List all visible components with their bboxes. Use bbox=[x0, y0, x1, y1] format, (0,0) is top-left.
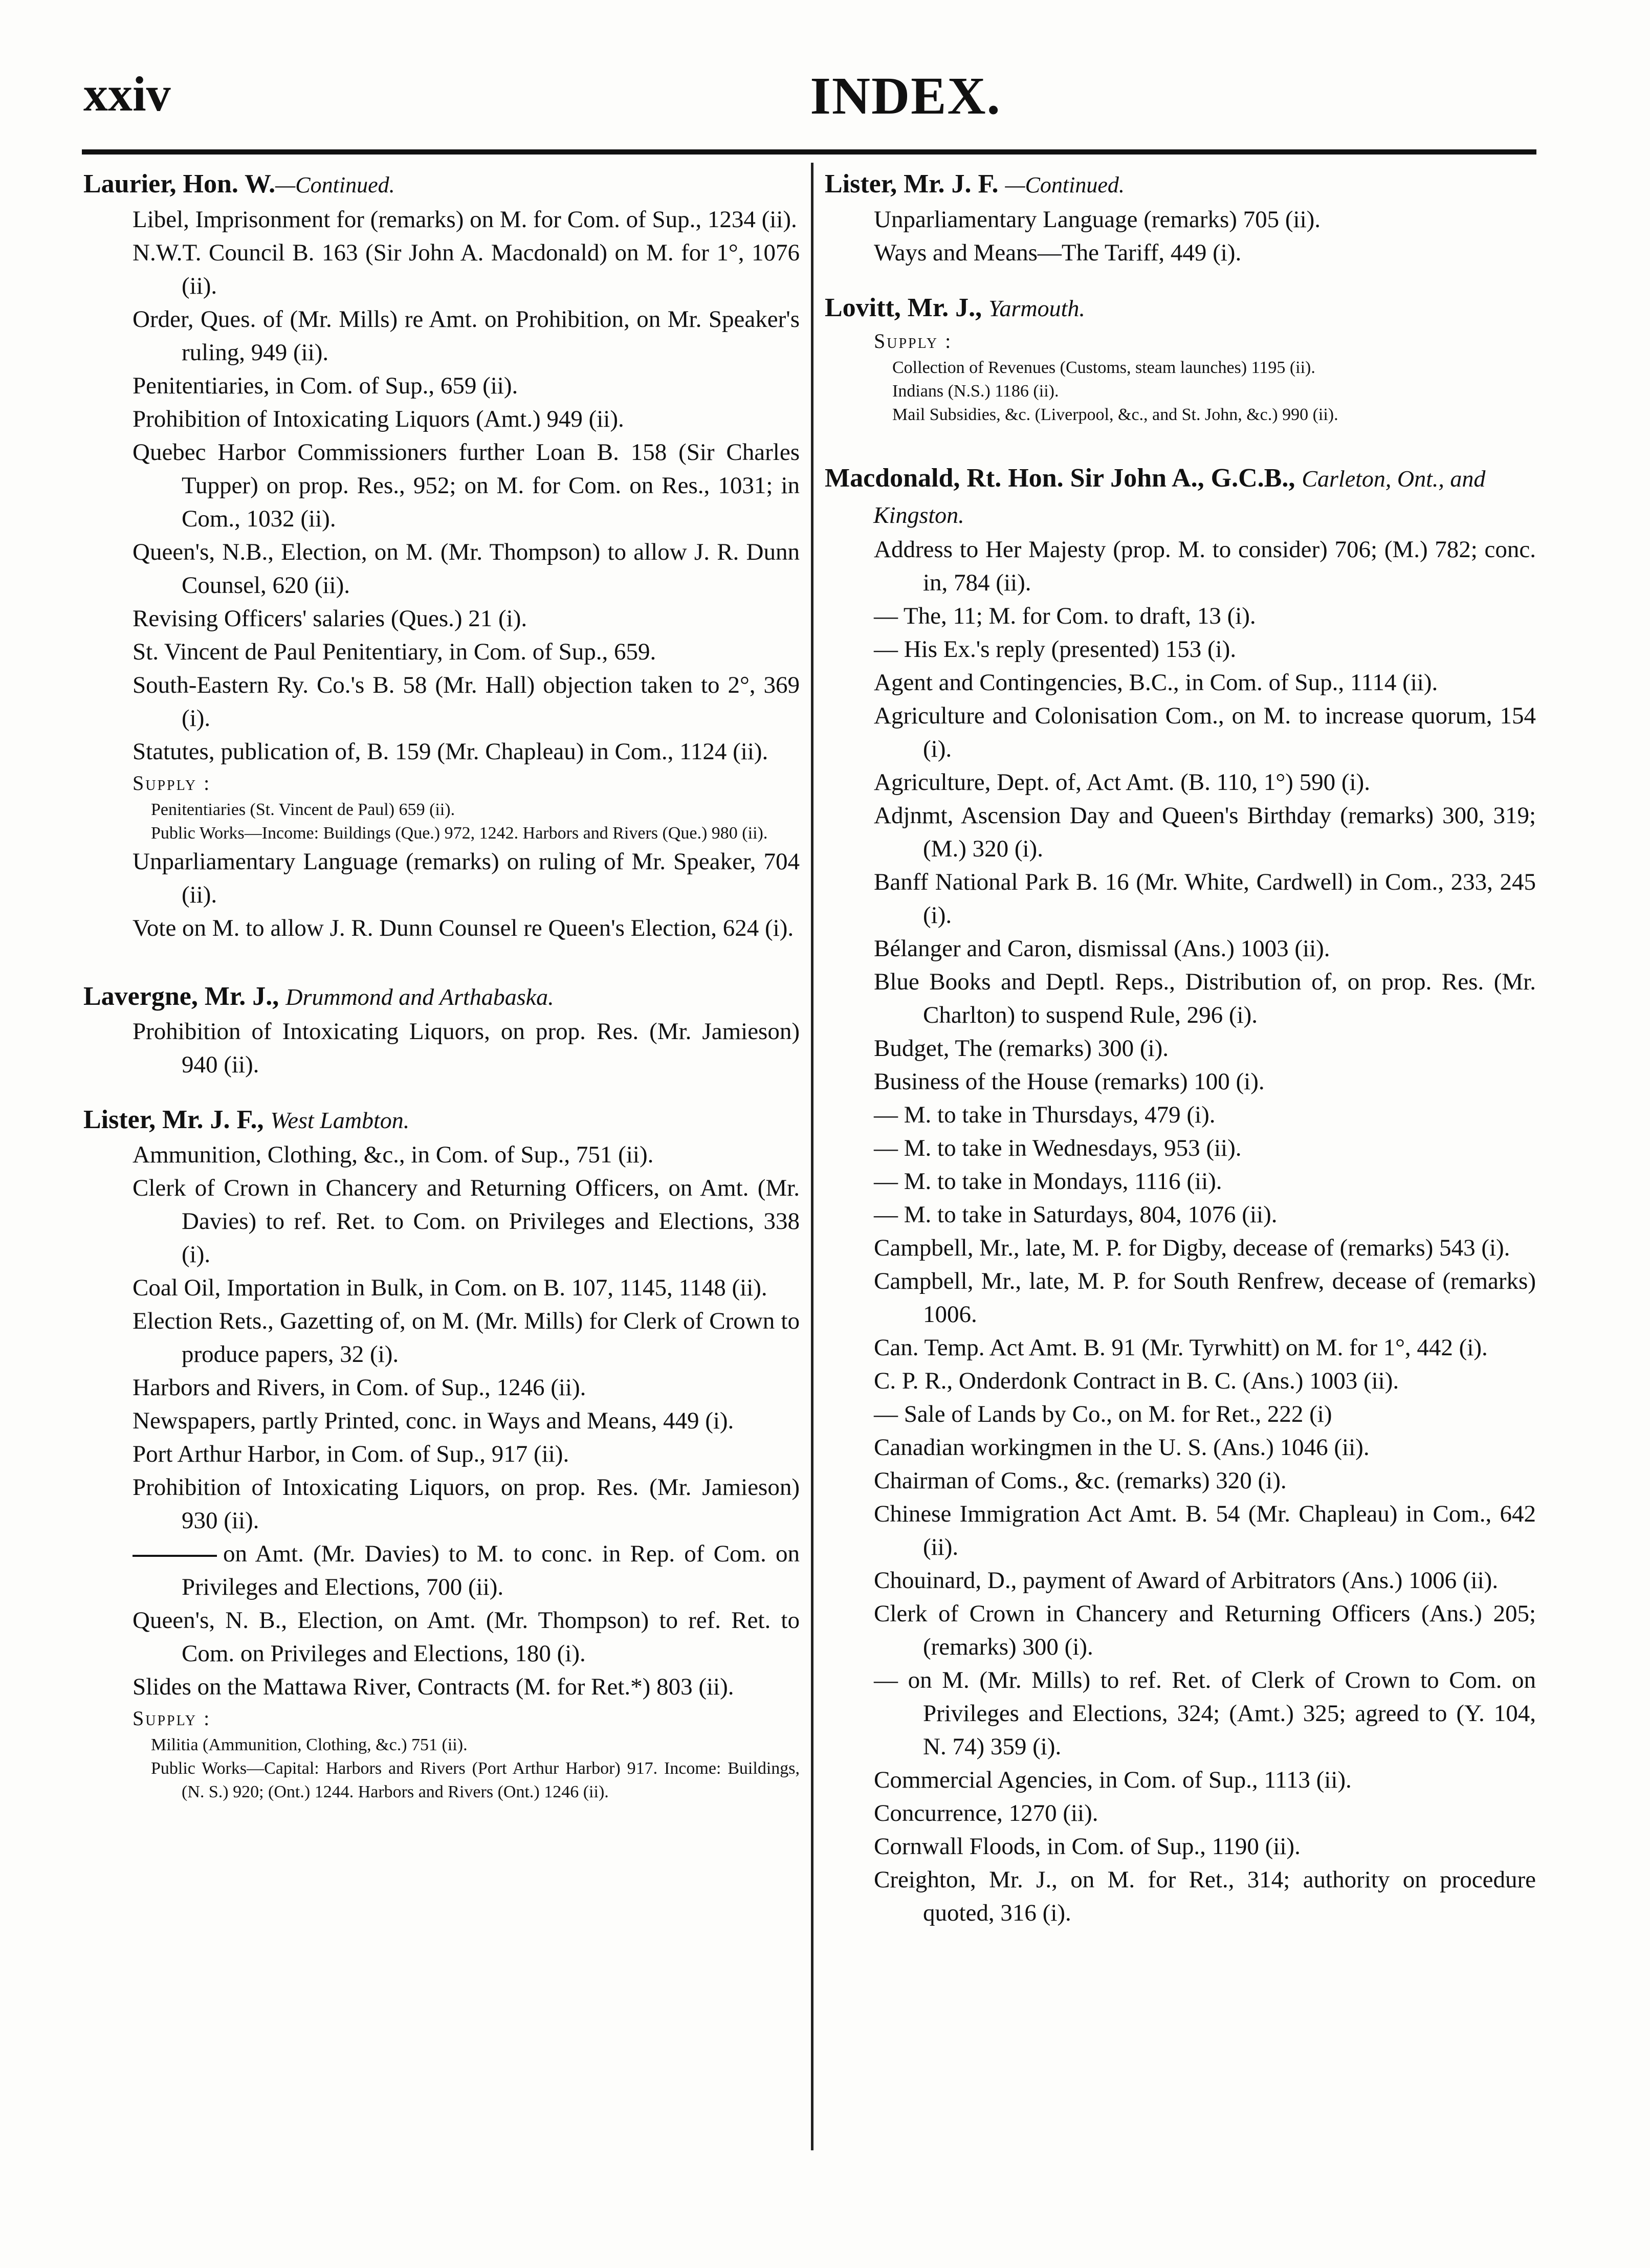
left-column bbox=[83, 166, 800, 1838]
entry-heading bbox=[825, 166, 1536, 203]
entry-item: — The, 11; M. for Com. to draft, 13 (i). bbox=[874, 603, 1256, 629]
entry-subitem-text: on Amt. (Mr. Davies) to M. to conc. in Rep. of Com. on Privileges and Elections, 700 (ii). bbox=[182, 1540, 800, 1600]
page-number: xxiv bbox=[83, 67, 171, 121]
entry-item: Bélanger and Caron, dismissal (Ans.) 1003 (ii). bbox=[874, 935, 1330, 962]
entry-item: Order, Ques. of (Mr. Mills) re Amt. on Prohibition, on Mr. Speaker's ruling, 949 (ii). bbox=[133, 306, 800, 366]
entry-item: St. Vincent de Paul Penitentiary, in Com. of Sup., 659. bbox=[133, 638, 656, 665]
entry-item: Prohibition of Intoxicating Liquors, on prop. Res. (Mr. Jamieson) 940 (ii). bbox=[133, 1018, 800, 1078]
supply-label: Supply : bbox=[133, 772, 211, 795]
supply-label: Supply : bbox=[133, 1707, 211, 1730]
entry-item: — His Ex.'s reply (presented) 153 (i). bbox=[874, 636, 1237, 663]
entry-name: Lister, Mr. J. F. bbox=[825, 169, 999, 199]
entry-constituency: West Lambton. bbox=[270, 1107, 410, 1133]
entry-item: Business of the House (remarks) 100 (i). bbox=[874, 1068, 1265, 1095]
entry-item: Campbell, Mr., late, M. P. for South Renfrew, decease of (remarks) 1006. bbox=[874, 1268, 1536, 1328]
entry-heading bbox=[83, 979, 800, 1015]
header-rule bbox=[82, 149, 1536, 155]
entry-heading bbox=[83, 166, 800, 203]
supply-item: Collection of Revenues (Customs, steam launches) 1195 (ii). bbox=[892, 358, 1315, 377]
entry-item: Revising Officers' salaries (Ques.) 21 (i). bbox=[133, 605, 527, 632]
entry-item: Unparliamentary Language (remarks) 705 (ii). bbox=[874, 206, 1321, 233]
entry-heading bbox=[83, 1102, 800, 1138]
entry-item: South-Eastern Ry. Co.'s B. 58 (Mr. Hall) objection taken to 2°, 369 (i). bbox=[133, 672, 800, 732]
entry-item: Banff National Park B. 16 (Mr. White, Cardwell) in Com., 233, 245 (i). bbox=[874, 869, 1536, 929]
supply-item: Mail Subsidies, &c. (Liverpool, &c., and St. John, &c.) 990 (ii). bbox=[892, 405, 1338, 424]
column-divider bbox=[811, 163, 813, 2150]
index-entry-laurier bbox=[83, 166, 800, 945]
entry-heading bbox=[825, 290, 1536, 326]
index-entry-macdonald bbox=[825, 460, 1536, 1930]
supply-item: Indians (N.S.) 1186 (ii). bbox=[892, 382, 1059, 401]
entry-item: N.W.T. Council B. 163 (Sir John A. Macdonald) on M. for 1°, 1076 (ii). bbox=[133, 239, 800, 299]
entry-item: Chairman of Coms., &c. (remarks) 320 (i). bbox=[874, 1467, 1287, 1494]
entry-name: Lavergne, Mr. J., bbox=[83, 982, 279, 1011]
entry-continued: —Continued. bbox=[275, 172, 395, 197]
entry-continued: —Continued. bbox=[1005, 172, 1125, 197]
entry-item: Coal Oil, Importation in Bulk, in Com. on B. 107, 1145, 1148 (ii). bbox=[133, 1274, 767, 1301]
entry-item: Newspapers, partly Printed, conc. in Ways and Means, 449 (i). bbox=[133, 1407, 734, 1434]
entry-subitem bbox=[83, 1537, 800, 1604]
supply-label: Supply : bbox=[874, 329, 953, 353]
entry-item: Penitentiaries, in Com. of Sup., 659 (ii). bbox=[133, 372, 518, 399]
supply-item: Public Works—Capital: Harbors and Rivers (Port Arthur Harbor) 917. Income: Buildings, (N. S.) 920; (Ont.) 1244. Harbors and Rivers (Ont.) 1246 (ii). bbox=[151, 1759, 800, 1801]
supply-item: Public Works—Income: Buildings (Que.) 972, 1242. Harbors and Rivers (Que.) 980 (ii). bbox=[151, 824, 768, 843]
entry-item: Agriculture, Dept. of, Act Amt. (B. 110, 1°) 590 (i). bbox=[874, 769, 1370, 796]
supply-item: Penitentiaries (St. Vincent de Paul) 659 (ii). bbox=[151, 800, 455, 819]
entry-item: — M. to take in Saturdays, 804, 1076 (ii). bbox=[874, 1201, 1278, 1228]
entry-item: C. P. R., Onderdonk Contract in B. C. (Ans.) 1003 (ii). bbox=[874, 1368, 1399, 1394]
entry-item: Can. Temp. Act Amt. B. 91 (Mr. Tyrwhitt) on M. for 1°, 442 (i). bbox=[874, 1334, 1488, 1361]
entry-name: Lister, Mr. J. F., bbox=[83, 1105, 264, 1134]
ditto-dash bbox=[133, 1555, 217, 1557]
entry-item: Concurrence, 1270 (ii). bbox=[874, 1800, 1098, 1826]
index-entry-lovitt bbox=[825, 290, 1536, 427]
entry-item: Ways and Means—The Tariff, 449 (i). bbox=[874, 239, 1242, 266]
entry-item: Address to Her Majesty (prop. M. to consider) 706; (M.) 782; conc. in, 784 (ii). bbox=[874, 536, 1536, 596]
index-entry-lavergne bbox=[83, 979, 800, 1082]
entry-heading bbox=[825, 460, 1536, 533]
entry-item: Commercial Agencies, in Com. of Sup., 1113 (ii). bbox=[874, 1767, 1352, 1793]
entry-item: Libel, Imprisonment for (remarks) on M. for Com. of Sup., 1234 (ii). bbox=[133, 206, 797, 233]
entry-item: Agriculture and Colonisation Com., on M. to increase quorum, 154 (i). bbox=[874, 702, 1536, 762]
entry-item: Harbors and Rivers, in Com. of Sup., 1246 (ii). bbox=[133, 1374, 586, 1401]
entry-item: Chouinard, D., payment of Award of Arbitrators (Ans.) 1006 (ii). bbox=[874, 1567, 1499, 1594]
entry-item: Canadian workingmen in the U. S. (Ans.) 1046 (ii). bbox=[874, 1434, 1370, 1461]
entry-item: — M. to take in Mondays, 1116 (ii). bbox=[874, 1168, 1222, 1195]
entry-item: — Sale of Lands by Co., on M. for Ret., 222 (i) bbox=[874, 1401, 1332, 1427]
supply-item: Militia (Ammunition, Clothing, &c.) 751 (ii). bbox=[151, 1735, 468, 1754]
entry-item: Unparliamentary Language (remarks) on ruling of Mr. Speaker, 704 (ii). bbox=[133, 848, 800, 908]
entry-item: Blue Books and Deptl. Reps., Distribution of, on prop. Res. (Mr. Charlton) to suspend Rule, 296 (i). bbox=[874, 968, 1536, 1028]
entry-name: Macdonald, Rt. Hon. Sir John A., G.C.B., bbox=[825, 464, 1295, 493]
page-title: INDEX. bbox=[810, 67, 1001, 125]
entry-item: — on M. (Mr. Mills) to ref. Ret. of Clerk of Crown to Com. on Privileges and Elections, 324; (Amt.) 325; agreed to (Y. 104, N. 74) 359 (i). bbox=[874, 1667, 1536, 1760]
entry-name: Lovitt, Mr. J., bbox=[825, 293, 982, 322]
entry-item: Prohibition of Intoxicating Liquors (Amt.) 949 (ii). bbox=[133, 406, 624, 432]
entry-item: Vote on M. to allow J. R. Dunn Counsel re Queen's Election, 624 (i). bbox=[133, 915, 794, 941]
entry-item: Port Arthur Harbor, in Com. of Sup., 917 (ii). bbox=[133, 1441, 569, 1467]
entry-constituency: Drummond and Arthabaska. bbox=[285, 984, 554, 1010]
right-column bbox=[825, 166, 1536, 1964]
entry-item: Queen's, N.B., Election, on M. (Mr. Thompson) to allow J. R. Dunn Counsel, 620 (ii). bbox=[133, 539, 800, 599]
entry-name: Laurier, Hon. W. bbox=[83, 169, 276, 199]
entry-item: Quebec Harbor Commissioners further Loan B. 158 (Sir Charles Tupper) on prop. Res., 952; on M. for Com. on Res., 1031; in Com., 1032 (ii). bbox=[133, 439, 800, 532]
index-entry-lister bbox=[83, 1102, 800, 1804]
entry-item: Clerk of Crown in Chancery and Returning Officers, on Amt. (Mr. Davies) to ref. Ret. to Com. on Privileges and Elections, 338 (i). bbox=[133, 1175, 800, 1268]
entry-item: Ammunition, Clothing, &c., in Com. of Sup., 751 (ii). bbox=[133, 1141, 654, 1168]
entry-item: Campbell, Mr., late, M. P. for Digby, decease of (remarks) 543 (i). bbox=[874, 1235, 1510, 1261]
entry-item: Cornwall Floods, in Com. of Sup., 1190 (ii). bbox=[874, 1833, 1301, 1860]
entry-item: Adjnmt, Ascension Day and Queen's Birthday (remarks) 300, 319; (M.) 320 (i). bbox=[874, 802, 1536, 862]
entry-item: Budget, The (remarks) 300 (i). bbox=[874, 1035, 1169, 1062]
entry-item: Statutes, publication of, B. 159 (Mr. Chapleau) in Com., 1124 (ii). bbox=[133, 738, 768, 765]
entry-item: Election Rets., Gazetting of, on M. (Mr. Mills) for Clerk of Crown to produce papers, 32 (i). bbox=[133, 1308, 800, 1368]
entry-item: Clerk of Crown in Chancery and Returning Officers (Ans.) 205; (remarks) 300 (i). bbox=[874, 1600, 1536, 1660]
entry-item: Slides on the Mattawa River, Contracts (M. for Ret.*) 803 (ii). bbox=[133, 1674, 734, 1700]
entry-item: Chinese Immigration Act Amt. B. 54 (Mr. Chapleau) in Com., 642 (ii). bbox=[874, 1501, 1536, 1560]
entry-item: Prohibition of Intoxicating Liquors, on prop. Res. (Mr. Jamieson) 930 (ii). bbox=[133, 1474, 800, 1534]
entry-item: — M. to take in Thursdays, 479 (i). bbox=[874, 1102, 1216, 1128]
entry-item: Creighton, Mr. J., on M. for Ret., 314; authority on procedure quoted, 316 (i). bbox=[874, 1866, 1536, 1926]
entry-item: Queen's, N. B., Election, on Amt. (Mr. Thompson) to ref. Ret. to Com. on Privileges and Elections, 180 (i). bbox=[133, 1607, 800, 1667]
index-entry-lister-continued bbox=[825, 166, 1536, 270]
entry-item: Agent and Contingencies, B.C., in Com. of Sup., 1114 (ii). bbox=[874, 669, 1438, 696]
entry-constituency: Yarmouth. bbox=[988, 295, 1085, 321]
entry-item: — M. to take in Wednesdays, 953 (ii). bbox=[874, 1135, 1242, 1161]
entry-constituency: Carleton, Ont., and Kingston. bbox=[873, 466, 1486, 528]
